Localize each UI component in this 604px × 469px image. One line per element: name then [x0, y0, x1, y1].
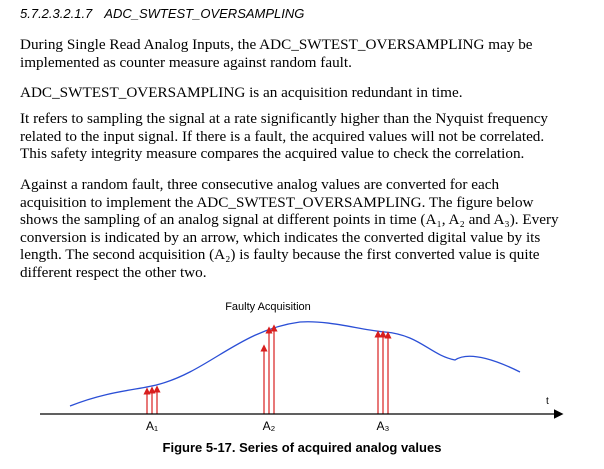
paragraph-nyquist	[20, 110, 598, 163]
paragraph-line: It refers to sampling the signal at a rate significantly higher than the Nyquist frequency	[20, 110, 549, 127]
section-title: ADC_SWTEST_OVERSAMPLING	[104, 6, 305, 21]
paragraph-line: acquisition to implement the ADC_SWTEST_OVERSAMPLING. The figure below	[20, 193, 534, 211]
acquisition-a1-arrows	[147, 389, 157, 414]
paragraph-line: shows the sampling of an analog signal at different points in time (A₁, A₂ and A₃). Every	[20, 211, 559, 228]
section-number: 5.7.2.3.2.1.7	[20, 6, 93, 21]
paragraph-line: different respect the other two.	[20, 263, 207, 281]
paragraph-redundancy	[20, 84, 598, 102]
paragraph-line: length. The second acquisition (A₂) is faulty because the first converted value is quite	[20, 246, 540, 263]
paragraph-line: related to the input signal. If there is a fault, the acquired values will not be correlated.	[20, 127, 545, 145]
acquisition-label-a1: A₁	[145, 419, 159, 433]
paragraph-line: conversion is indicated by an arrow, which indicates the converted digital value by its	[20, 228, 541, 246]
acquisition-label-a3: A₃	[376, 419, 390, 433]
acquisition-label-a2: A₂	[262, 419, 276, 433]
acquisition-a3-arrows	[378, 334, 388, 414]
paragraph-intro	[20, 36, 598, 71]
paragraph-line: implemented as counter measure against random fault.	[20, 53, 352, 71]
analog-signal-curve	[70, 322, 520, 406]
section-heading	[20, 6, 304, 21]
paragraph-line: ADC_SWTEST_OVERSAMPLING is an acquisition redundant in time.	[20, 84, 463, 101]
figure-caption: Figure 5-17. Series of acquired analog values	[162, 440, 442, 455]
time-axis-label: t	[546, 396, 549, 407]
faulty-acquisition-label: Faulty Acquisition	[225, 301, 311, 313]
paragraph-random-fault	[20, 176, 598, 281]
paragraph-line: Against a random fault, three consecutive analog values are converted for each	[20, 176, 500, 193]
acquisition-a2-arrows	[264, 328, 274, 414]
paragraph-line: This safety integrity measure compares the acquired value to check the correlation.	[20, 145, 525, 162]
paragraph-line: During Single Read Analog Inputs, the ADC_SWTEST_OVERSAMPLING may be	[20, 36, 533, 53]
oversampling-figure	[0, 290, 604, 440]
